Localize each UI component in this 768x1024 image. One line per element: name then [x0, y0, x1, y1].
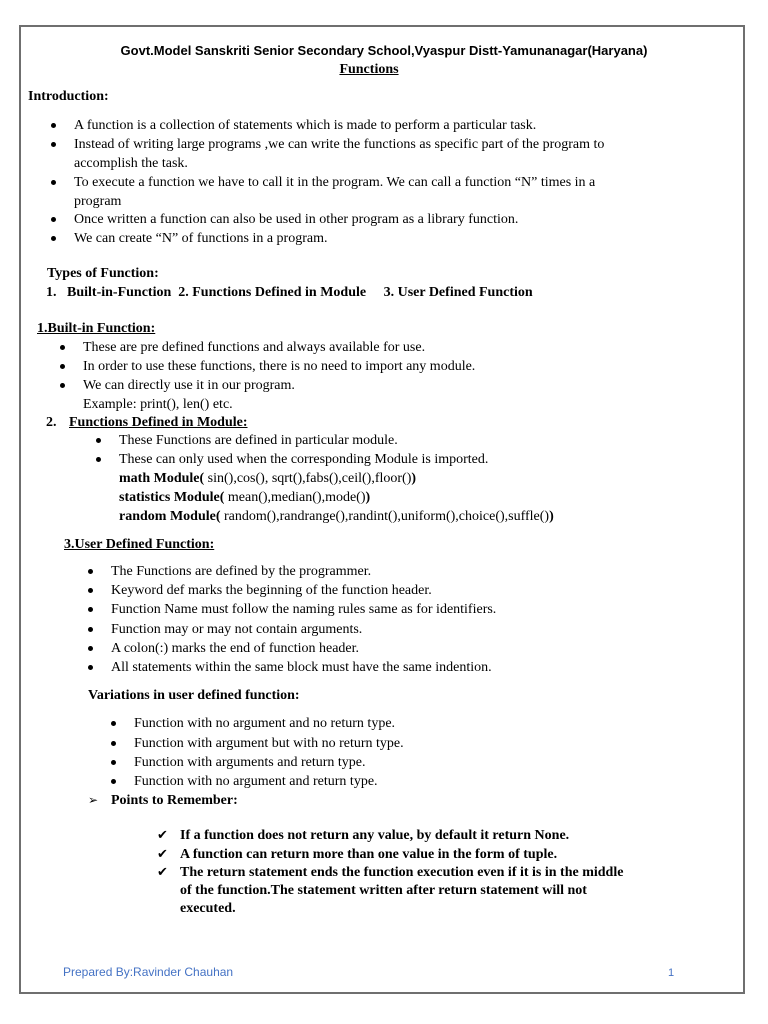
module-close-paren: ) — [549, 509, 554, 524]
footer-author: Prepared By:Ravinder Chauhan — [63, 965, 234, 979]
bullet-dot-icon — [111, 721, 116, 726]
variation-text: Function with no argument and no return type. — [134, 716, 396, 731]
remember-point-text: If a function does not return any value, by default it return None. — [180, 828, 570, 843]
module-name: statistics Module( — [119, 490, 225, 505]
remember-point-text: of the function.The statement written after return statement will not — [180, 883, 587, 898]
bullet-dot-icon — [51, 180, 56, 185]
bullet-dot-icon — [111, 741, 116, 746]
bullet-dot-icon — [60, 345, 65, 350]
user-bullet-text: Keyword def marks the beginning of the function header. — [111, 583, 432, 598]
bullet-dot-icon — [51, 236, 56, 241]
builtin-heading: 1.Built-in Function: — [37, 321, 156, 336]
module-heading: Functions Defined in Module: — [69, 415, 248, 430]
bullet-dot-icon — [88, 665, 93, 670]
module-bullet-text: These Functions are defined in particular module. — [119, 433, 398, 448]
intro-bullet-text: We can create “N” of functions in a program. — [74, 231, 328, 246]
variations-heading: Variations in user defined function: — [88, 688, 300, 703]
builtin-bullet-text: We can directly use it in our program. — [83, 378, 295, 393]
bullet-dot-icon — [111, 779, 116, 784]
bullet-dot-icon — [96, 457, 101, 462]
bullet-dot-icon — [51, 123, 56, 128]
bullet-dot-icon — [88, 627, 93, 632]
page-title: Functions — [339, 62, 399, 77]
checkmark-icon: ✔ — [157, 847, 168, 862]
module-name: random Module( — [119, 509, 221, 524]
bullet-dot-icon — [96, 438, 101, 443]
remember-point-text: executed. — [180, 901, 236, 916]
bullet-dot-icon — [88, 569, 93, 574]
variation-text: Function with no argument and return type. — [134, 774, 378, 789]
builtin-bullet-text: These are pre defined functions and always available for use. — [83, 340, 426, 355]
module-close-paren: ) — [411, 471, 417, 486]
bullet-dot-icon — [60, 383, 65, 388]
bullet-dot-icon — [60, 364, 65, 369]
bullet-dot-icon — [88, 588, 93, 593]
arrow-bullet-icon: ➢ — [88, 793, 99, 807]
user-heading: 3.User Defined Function: — [64, 537, 215, 552]
remember-heading: Points to Remember: — [111, 793, 238, 808]
bullet-dot-icon — [88, 607, 93, 612]
bullet-dot-icon — [51, 142, 56, 147]
module-close-paren: ) — [365, 490, 371, 505]
user-bullet-text: All statements within the same block must have the same indention. — [111, 660, 492, 675]
intro-bullet-text: To execute a function we have to call it in the program. We can call a function “N” times in a — [74, 175, 596, 190]
builtin-bullet-text: In order to use these functions, there is no need to import any module. — [83, 359, 476, 374]
variation-text: Function with arguments and return type. — [134, 755, 366, 770]
module-functions-line — [119, 507, 554, 526]
remember-point-text: A function can return more than one value in the form of tuple. — [180, 847, 558, 862]
remember-point-text: The return statement ends the function execution even if it is in the middle — [180, 865, 624, 880]
types-list-line: 1. Built-in-Function 2. Functions Defined in Module 3. User Defined Function — [46, 285, 533, 300]
types-heading: Types of Function: — [47, 266, 159, 281]
bullet-dot-icon — [111, 760, 116, 765]
intro-bullet-text: Once written a function can also be used in other program as a library function. — [74, 212, 519, 227]
intro-bullet-text: program — [74, 194, 122, 209]
school-header: Govt.Model Sanskriti Senior Secondary School,Vyaspur Distt-Yamunanagar(Haryana) — [120, 43, 648, 58]
module-functions: random(),randrange(),randint(),uniform(),choice(),suffle() — [220, 509, 550, 524]
intro-bullet-text: A function is a collection of statements which is made to perform a particular task. — [74, 118, 537, 133]
checkmark-icon: ✔ — [157, 828, 168, 843]
variation-text: Function with argument but with no return type. — [134, 736, 404, 751]
intro-bullet-text: accomplish the task. — [74, 156, 188, 171]
module-functions-line — [119, 488, 370, 507]
user-bullet-text: Function may or may not contain arguments. — [111, 622, 363, 637]
user-bullet-text: The Functions are defined by the programmer. — [111, 564, 372, 579]
module-functions: mean(),median(),mode() — [224, 490, 366, 505]
checkmark-icon: ✔ — [157, 865, 168, 880]
bullet-dot-icon — [51, 217, 56, 222]
page-number: 1 — [668, 967, 675, 979]
bullet-dot-icon — [88, 646, 93, 651]
module-name: math Module( — [119, 471, 205, 486]
module-functions-line — [119, 469, 416, 488]
user-bullet-text: A colon(:) marks the end of function header. — [111, 641, 360, 656]
module-number: 2. — [46, 415, 57, 430]
intro-bullet-text: Instead of writing large programs ,we can write the functions as specific part of the program to — [74, 137, 605, 152]
module-bullet-text: These can only used when the corresponding Module is imported. — [119, 452, 489, 467]
module-functions: sin(),cos(), sqrt(),fabs(),ceil(),floor() — [204, 471, 412, 486]
user-bullet-text: Function Name must follow the naming rules same as for identifiers. — [111, 602, 497, 617]
intro-heading: Introduction: — [28, 89, 109, 104]
builtin-example: Example: print(), len() etc. — [83, 397, 233, 412]
